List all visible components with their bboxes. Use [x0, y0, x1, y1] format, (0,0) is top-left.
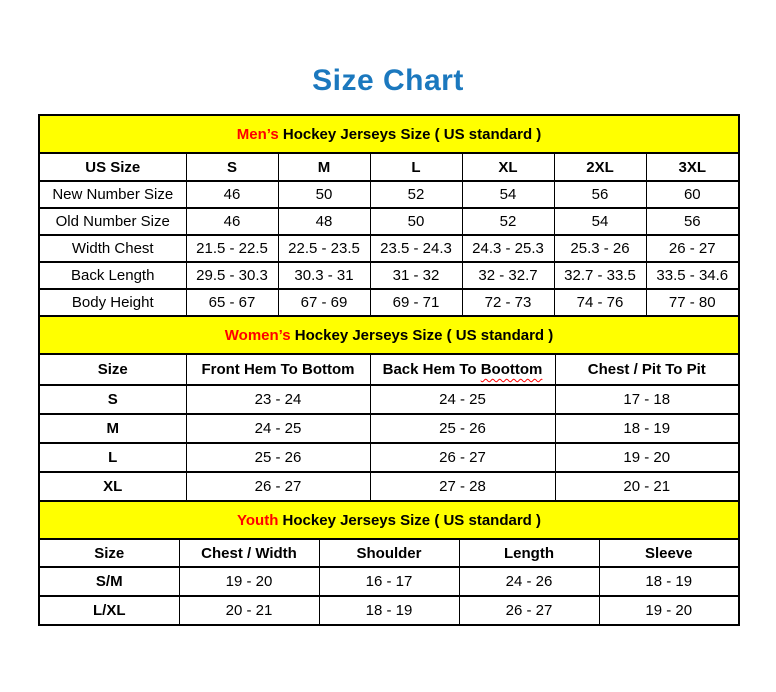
- column-header: Length: [459, 539, 599, 567]
- size-cell: 24 - 26: [459, 567, 599, 596]
- column-header: L: [370, 153, 462, 181]
- size-cell: 31 - 32: [370, 262, 462, 289]
- size-cell: 26 - 27: [370, 443, 555, 472]
- size-cell: 50: [370, 208, 462, 235]
- section-title-rest: Hockey Jerseys Size ( US standard ): [278, 125, 542, 143]
- size-cell: 50: [278, 181, 370, 208]
- header-row: [39, 354, 739, 385]
- column-header: Size: [39, 354, 186, 385]
- section-title-accent: Women’s: [224, 326, 291, 344]
- size-cell: 69 - 71: [370, 289, 462, 316]
- size-cell: 65 - 67: [186, 289, 278, 316]
- size-cell: 77 - 80: [646, 289, 739, 316]
- row-label: S: [39, 385, 186, 414]
- size-cell: 67 - 69: [278, 289, 370, 316]
- size-cell: 24 - 25: [186, 414, 370, 443]
- size-cell: 46: [186, 181, 278, 208]
- size-cell: 48: [278, 208, 370, 235]
- section-title: [39, 115, 739, 153]
- column-header: XL: [462, 153, 554, 181]
- column-header: Chest / Width: [179, 539, 319, 567]
- table-row: [39, 208, 739, 235]
- column-header: S: [186, 153, 278, 181]
- table-row: [39, 472, 739, 501]
- size-cell: 54: [554, 208, 646, 235]
- size-cell: 26 - 27: [186, 472, 370, 501]
- row-label: XL: [39, 472, 186, 501]
- size-table-womens: [38, 315, 740, 502]
- size-cell: 74 - 76: [554, 289, 646, 316]
- size-cell: 24 - 25: [370, 385, 555, 414]
- section-title: [39, 316, 739, 354]
- size-cell: 18 - 19: [555, 414, 739, 443]
- header-row: [39, 153, 739, 181]
- size-cell: 30.3 - 31: [278, 262, 370, 289]
- column-header: M: [278, 153, 370, 181]
- table-row: [39, 596, 739, 625]
- size-cell: 22.5 - 23.5: [278, 235, 370, 262]
- table-row: [39, 414, 739, 443]
- header-row: [39, 539, 739, 567]
- row-label: L: [39, 443, 186, 472]
- size-cell: 20 - 21: [179, 596, 319, 625]
- size-cell: 19 - 20: [599, 596, 739, 625]
- size-cell: 29.5 - 30.3: [186, 262, 278, 289]
- section-title-rest: Hockey Jerseys Size ( US standard ): [290, 326, 554, 344]
- table-row: [39, 181, 739, 208]
- size-cell: 33.5 - 34.6: [646, 262, 739, 289]
- size-tables: [38, 114, 738, 626]
- size-cell: 25.3 - 26: [554, 235, 646, 262]
- row-label: L/XL: [39, 596, 179, 625]
- table-row: [39, 262, 739, 289]
- size-cell: 23.5 - 24.3: [370, 235, 462, 262]
- size-cell: 56: [646, 208, 739, 235]
- size-cell: 26 - 27: [459, 596, 599, 625]
- column-header: Shoulder: [319, 539, 459, 567]
- table-row: [39, 567, 739, 596]
- section-band-row: [39, 316, 739, 354]
- size-cell: 52: [462, 208, 554, 235]
- row-label: Back Length: [39, 262, 186, 289]
- size-cell: 32.7 - 33.5: [554, 262, 646, 289]
- size-cell: 24.3 - 25.3: [462, 235, 554, 262]
- row-label: New Number Size: [39, 181, 186, 208]
- size-cell: 21.5 - 22.5: [186, 235, 278, 262]
- size-cell: 25 - 26: [186, 443, 370, 472]
- row-label: Body Height: [39, 289, 186, 316]
- row-label: M: [39, 414, 186, 443]
- section-band-row: [39, 115, 739, 153]
- column-header: US Size: [39, 153, 186, 181]
- table-row: [39, 289, 739, 316]
- row-label: Old Number Size: [39, 208, 186, 235]
- size-cell: 20 - 21: [555, 472, 739, 501]
- column-header: Back Hem To Boottom: [370, 354, 555, 385]
- row-label: Width Chest: [39, 235, 186, 262]
- size-table-mens: [38, 114, 740, 317]
- column-header: Chest / Pit To Pit: [555, 354, 739, 385]
- size-cell: 52: [370, 181, 462, 208]
- size-cell: 54: [462, 181, 554, 208]
- size-cell: 27 - 28: [370, 472, 555, 501]
- size-cell: 19 - 20: [179, 567, 319, 596]
- size-cell: 60: [646, 181, 739, 208]
- column-header: Front Hem To Bottom: [186, 354, 370, 385]
- section-title-rest: Hockey Jerseys Size ( US standard ): [278, 511, 541, 529]
- size-cell: 72 - 73: [462, 289, 554, 316]
- size-cell: 23 - 24: [186, 385, 370, 414]
- column-header: Size: [39, 539, 179, 567]
- column-header: 3XL: [646, 153, 739, 181]
- row-label: S/M: [39, 567, 179, 596]
- size-cell: 46: [186, 208, 278, 235]
- section-band-row: [39, 501, 739, 539]
- size-cell: 18 - 19: [319, 596, 459, 625]
- table-row: [39, 443, 739, 472]
- table-row: [39, 385, 739, 414]
- size-cell: 16 - 17: [319, 567, 459, 596]
- table-row: [39, 235, 739, 262]
- misspelled-word: Boottom: [480, 361, 543, 378]
- size-cell: 56: [554, 181, 646, 208]
- column-header: 2XL: [554, 153, 646, 181]
- size-cell: 17 - 18: [555, 385, 739, 414]
- size-cell: 32 - 32.7: [462, 262, 554, 289]
- size-cell: 25 - 26: [370, 414, 555, 443]
- size-cell: 26 - 27: [646, 235, 739, 262]
- section-title: [39, 501, 739, 539]
- size-cell: 18 - 19: [599, 567, 739, 596]
- size-cell: 19 - 20: [555, 443, 739, 472]
- size-table-youth: [38, 500, 740, 626]
- section-title-accent: Youth: [237, 511, 279, 529]
- section-title-accent: Men’s: [236, 125, 279, 143]
- column-header: Sleeve: [599, 539, 739, 567]
- page-title: Size Chart: [312, 64, 464, 97]
